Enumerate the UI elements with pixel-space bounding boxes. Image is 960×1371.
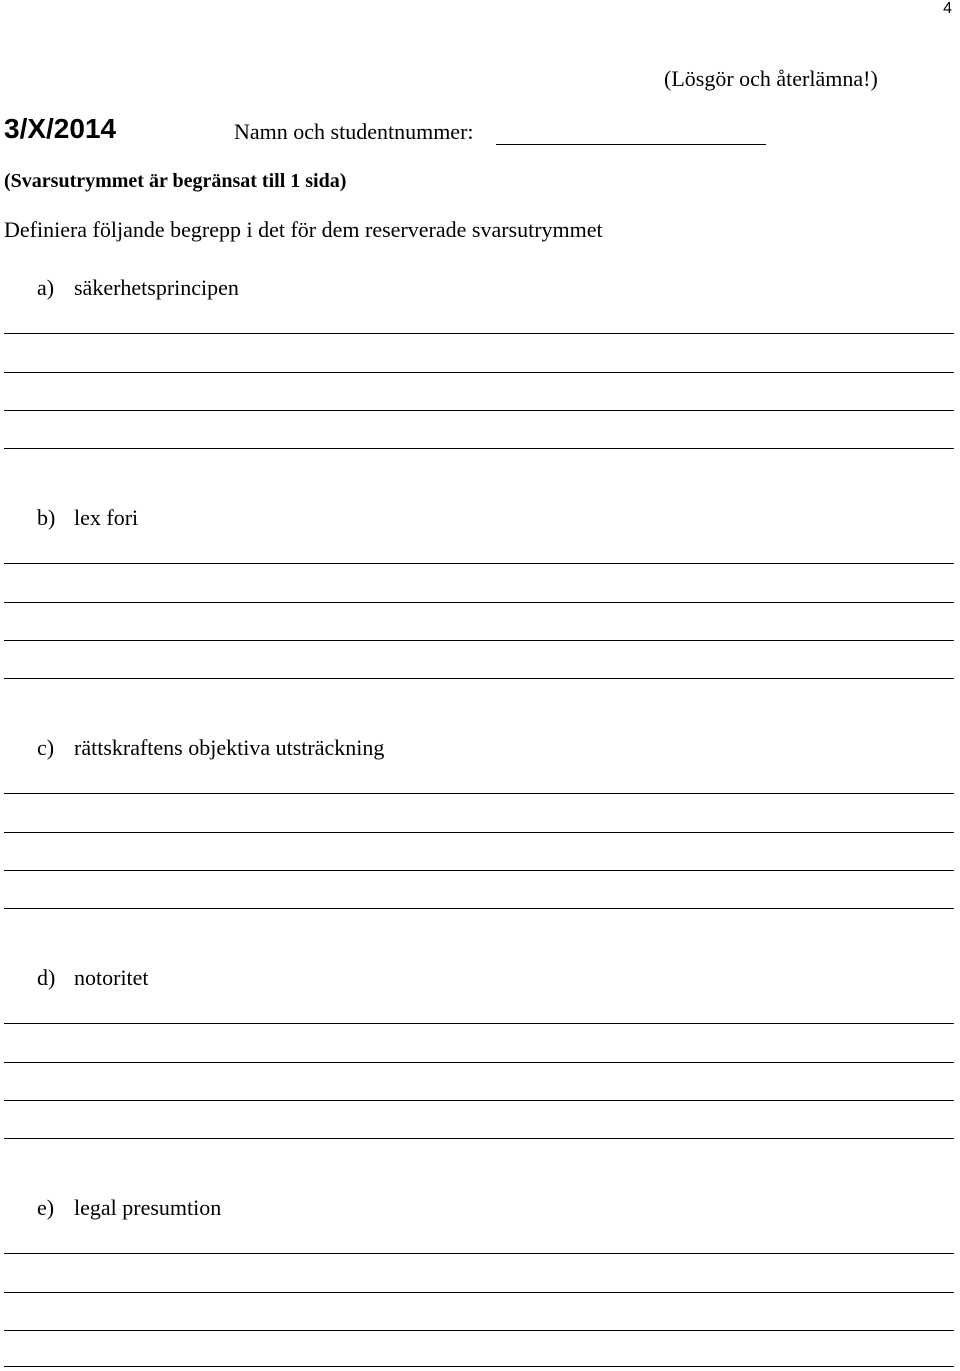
question-marker: c) bbox=[37, 735, 55, 760]
question-label: notoritet bbox=[74, 965, 149, 990]
answer-line[interactable] bbox=[4, 448, 954, 449]
exam-date: 3/X/2014 bbox=[4, 113, 117, 144]
task-instruction: Definiera följande begrepp i det för dem reserverade svarsutrymmet bbox=[4, 217, 603, 242]
answer-line[interactable] bbox=[4, 908, 954, 909]
detach-instruction: (Lösgör och återlämna!) bbox=[664, 66, 878, 91]
question-marker: d) bbox=[37, 965, 56, 990]
question-label: rättskraftens objektiva utsträckning bbox=[74, 735, 385, 760]
name-studentnumber-label: Namn och studentnummer: bbox=[234, 119, 474, 144]
page-number: 4 bbox=[943, 0, 952, 17]
answer-line[interactable] bbox=[4, 793, 954, 794]
answer-line[interactable] bbox=[4, 563, 954, 564]
question-label: säkerhetsprincipen bbox=[74, 275, 239, 300]
question-marker: e) bbox=[37, 1195, 55, 1220]
answer-line[interactable] bbox=[4, 640, 954, 641]
answer-line[interactable] bbox=[4, 410, 954, 411]
question-label: legal presumtion bbox=[74, 1195, 222, 1220]
answer-line[interactable] bbox=[4, 333, 954, 334]
answer-line[interactable] bbox=[4, 678, 954, 679]
answer-space-note: (Svarsutrymmet är begränsat till 1 sida) bbox=[4, 170, 347, 192]
answer-line[interactable] bbox=[4, 1023, 954, 1024]
answer-line[interactable] bbox=[4, 372, 954, 373]
answer-line[interactable] bbox=[4, 1366, 954, 1367]
answer-line[interactable] bbox=[4, 1100, 954, 1101]
answer-line[interactable] bbox=[4, 1253, 954, 1254]
question-label: lex fori bbox=[74, 505, 139, 530]
question-marker: a) bbox=[37, 275, 55, 300]
answer-line[interactable] bbox=[4, 1292, 954, 1293]
question-marker: b) bbox=[37, 505, 56, 530]
answer-line[interactable] bbox=[4, 602, 954, 603]
answer-line[interactable] bbox=[4, 832, 954, 833]
answer-line[interactable] bbox=[4, 1062, 954, 1063]
answer-line[interactable] bbox=[4, 1330, 954, 1331]
answer-line[interactable] bbox=[4, 870, 954, 871]
answer-line[interactable] bbox=[4, 1138, 954, 1139]
name-studentnumber-field[interactable] bbox=[496, 144, 766, 145]
